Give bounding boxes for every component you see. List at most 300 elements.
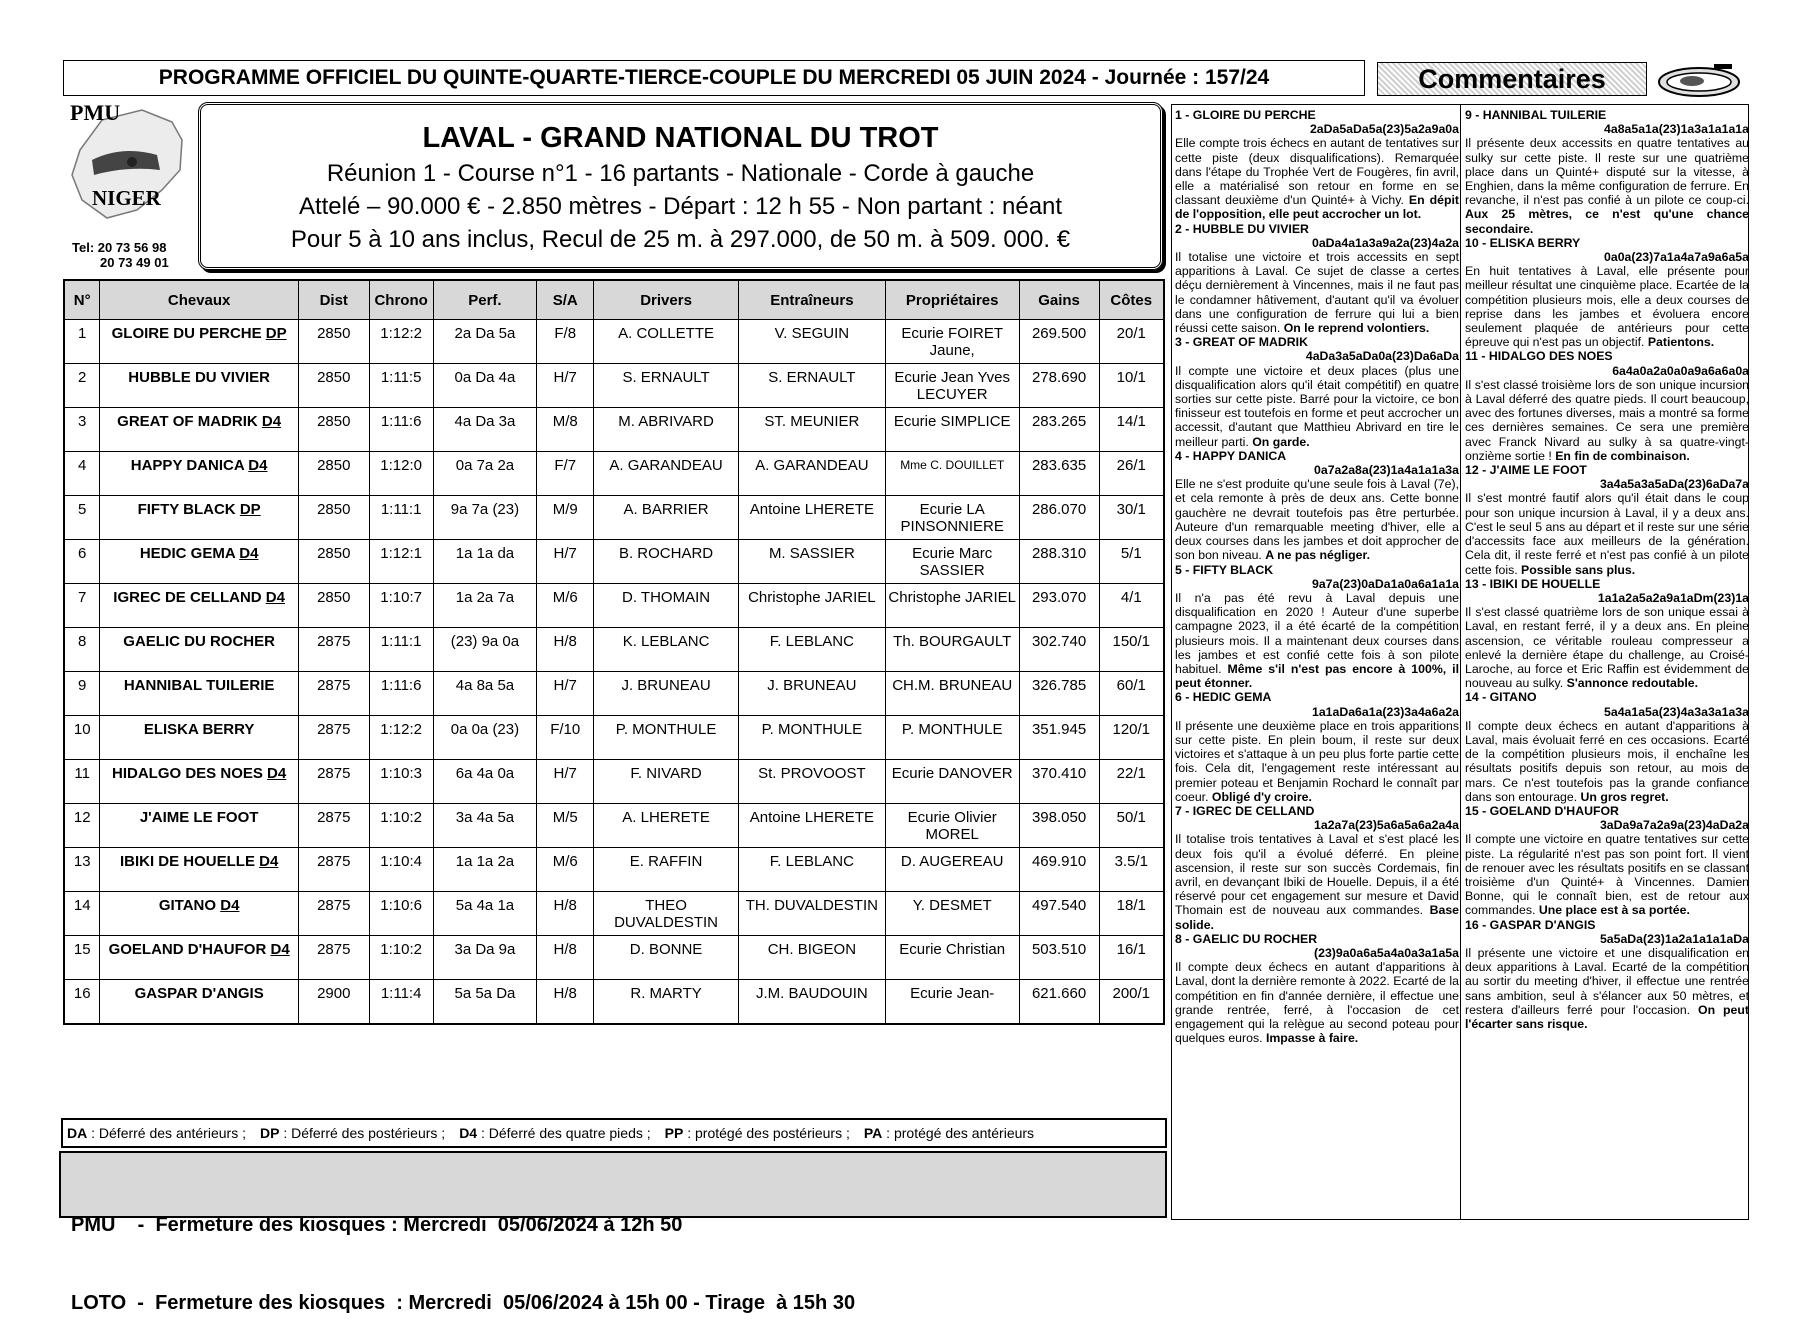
shoeing-flag: D4 <box>261 413 282 430</box>
comment-body: Il totalise trois tentatives à Laval et s'est placé les deux fois qu'il a évolué déferré. En pleine ascension, il reste sur son succès Cordemais, fin avril, en devançant Ibiki de Houelle. Depuis, il a été réservé pour cet engagement sur mesure et David Thomain est de nouveau aux commandes. <box>1175 832 1459 918</box>
comment-item <box>1465 108 1749 236</box>
comment-horse-title: 6 - HEDIC GEMA <box>1175 690 1272 705</box>
comment-item <box>1175 449 1459 563</box>
tel-line-2: 20 73 49 01 <box>100 255 169 270</box>
horse-name: GITANO <box>158 897 217 914</box>
comment-verdict: Obligé d'y croire. <box>1211 789 1312 804</box>
logo-text-pmu: PMU <box>70 100 121 125</box>
comment-horse-title: 15 - GOELAND D'HAUFOR <box>1465 803 1619 818</box>
cell-gains: 293.070 <box>1019 584 1099 628</box>
cell-distance: 2850 <box>298 584 369 628</box>
cell-chrono: 1:10:3 <box>369 760 433 804</box>
cell-driver: A. LHERETE <box>594 804 739 848</box>
horse-name: GAELIC DU ROCHER <box>123 633 275 650</box>
cell-gains: 398.050 <box>1019 804 1099 848</box>
comment-verdict: Une place est à sa portée. <box>1538 903 1690 918</box>
cell-performance: 4a 8a 5a <box>433 672 537 716</box>
cell-driver: P. MONTHULE <box>594 716 739 760</box>
cell-performance: 3a 4a 5a <box>433 804 537 848</box>
cell-horse <box>100 716 298 760</box>
horse-name: GOELAND D'HAUFOR <box>108 941 267 958</box>
cell-driver: A. GARANDEAU <box>594 452 739 496</box>
horse-name: J'AIME LE FOOT <box>139 809 259 826</box>
legend-code: PA <box>863 1125 883 1141</box>
race-line-3: Pour 5 à 10 ans inclus, Recul de 25 m. à 297.000, de 50 m. à 509. 000. € <box>290 226 1071 253</box>
comment-horse-title: 7 - IGREC DE CELLAND <box>1175 803 1315 818</box>
cell-odds: 3.5/1 <box>1099 848 1164 892</box>
cell-chrono: 1:12:2 <box>369 320 433 364</box>
cell-chrono: 1:12:1 <box>369 540 433 584</box>
comment-horse-title: 2 - HUBBLE DU VIVIER <box>1175 221 1309 236</box>
comment-form-code: 6a4a0a2a0a0a9a6a6a0a <box>1612 363 1749 378</box>
cell-chrono: 1:10:2 <box>369 804 433 848</box>
cell-owner: Ecurie Jean- <box>885 980 1019 1024</box>
table-row <box>64 408 1164 452</box>
comment-body: Il présente une victoire et une disqualification en deux apparitions à Laval. Ecarté de la compétition au sortir du meeting d'hiver, il effectue une rentrée sans ambition, seul à s'élancer aux 50 mètres, et restera d'ailleurs ferré pour l'occasion. <box>1465 945 1749 1017</box>
cell-chrono: 1:12:0 <box>369 452 433 496</box>
cell-driver: A. BARRIER <box>594 496 739 540</box>
cell-odds: 150/1 <box>1099 628 1164 672</box>
cell-chrono: 1:11:1 <box>369 496 433 540</box>
cell-horse <box>100 364 298 408</box>
pmu-niger-logo <box>62 100 190 250</box>
comment-item <box>1175 222 1459 336</box>
comment-verdict: On garde. <box>1252 434 1310 449</box>
comment-body: Il s'est classé troisième lors de son unique incursion à Laval déferré des quatre pieds. Il court beaucoup, avec des fortunes diverses, mais a montré sa forme ces dernières semaines. Ce sera une première avec Franck Nivard au sulky à sa quatre-vingt-onzième sortie ! <box>1465 377 1749 463</box>
comment-verdict: Patientons. <box>1647 335 1715 350</box>
cell-number: 5 <box>64 496 100 540</box>
legend <box>61 1118 1167 1148</box>
cell-trainer: CH. BIGEON <box>738 936 885 980</box>
comment-item <box>1465 577 1749 691</box>
comments-panel <box>1171 104 1749 1220</box>
cell-owner: Ecurie SIMPLICE <box>885 408 1019 452</box>
cell-number: 11 <box>64 760 100 804</box>
cell-performance: 0a Da 4a <box>433 364 537 408</box>
comment-text <box>1175 832 1459 931</box>
cell-horse <box>100 804 298 848</box>
table-row <box>64 496 1164 540</box>
comment-verdict: Base solide. <box>1175 903 1459 932</box>
cell-gains: 283.265 <box>1019 408 1099 452</box>
cell-sex-age: M/6 <box>537 848 594 892</box>
shoeing-flag: D4 <box>248 457 268 474</box>
comment-form-code: 5a4a1a5a(23)4a3a3a1a3a <box>1604 704 1749 719</box>
cell-distance: 2900 <box>298 980 369 1024</box>
race-line-2: Attelé – 90.000 € - 2.850 mètres - Départ : 12 h 55 - Non partant : néant <box>298 193 1063 220</box>
cell-number: 8 <box>64 628 100 672</box>
comment-text <box>1465 491 1749 576</box>
comment-text <box>1175 591 1459 690</box>
cell-sex-age: H/7 <box>537 672 594 716</box>
cell-owner: P. MONTHULE <box>885 716 1019 760</box>
comment-horse-title: 5 - FIFTY BLACK <box>1175 562 1274 577</box>
cell-chrono: 1:10:7 <box>369 584 433 628</box>
column-header: Entraîneurs <box>738 280 885 320</box>
table-row <box>64 848 1164 892</box>
cell-trainer: Christophe JARIEL <box>738 584 885 628</box>
cell-trainer: Antoine LHERETE <box>738 804 885 848</box>
cell-odds: 50/1 <box>1099 804 1164 848</box>
cell-chrono: 1:10:6 <box>369 892 433 936</box>
cell-performance: 5a 5a Da <box>433 980 537 1024</box>
legend-code: PP <box>664 1125 684 1141</box>
cell-chrono: 1:11:6 <box>369 672 433 716</box>
legend-item <box>864 1125 1034 1141</box>
comment-text <box>1465 264 1749 349</box>
table-row <box>64 716 1164 760</box>
cell-distance: 2850 <box>298 452 369 496</box>
cell-distance: 2875 <box>298 848 369 892</box>
cell-gains: 621.660 <box>1019 980 1099 1024</box>
cell-owner: D. AUGEREAU <box>885 848 1019 892</box>
cell-driver: K. LEBLANC <box>594 628 739 672</box>
cell-trainer: TH. DUVALDESTIN <box>738 892 885 936</box>
cell-trainer: J.M. BAUDOUIN <box>738 980 885 1024</box>
comment-verdict: Un gros regret. <box>1580 789 1669 804</box>
shoeing-flag: D4 <box>267 765 287 782</box>
comment-text <box>1175 136 1459 221</box>
horse-name: HIDALGO DES NOES <box>112 765 263 782</box>
cell-performance: 3a Da 9a <box>433 936 537 980</box>
comment-form-code: 4aDa3a5aDa0a(23)Da6aDa <box>1305 349 1459 364</box>
cell-driver: D. THOMAIN <box>594 584 739 628</box>
comment-form-code: 4a8a5a1a(23)1a3a1a1a1a <box>1604 122 1749 137</box>
cell-trainer: Antoine LHERETE <box>738 496 885 540</box>
cell-performance: 5a 4a 1a <box>433 892 537 936</box>
cell-gains: 302.740 <box>1019 628 1099 672</box>
cell-gains: 497.540 <box>1019 892 1099 936</box>
cell-number: 4 <box>64 452 100 496</box>
column-header: Perf. <box>433 280 537 320</box>
cell-sex-age: M/5 <box>537 804 594 848</box>
cell-number: 1 <box>64 320 100 364</box>
cell-trainer: J. BRUNEAU <box>738 672 885 716</box>
column-header: Drivers <box>594 280 739 320</box>
cell-number: 13 <box>64 848 100 892</box>
cell-sex-age: H/7 <box>537 364 594 408</box>
cell-horse <box>100 452 298 496</box>
cell-odds: 18/1 <box>1099 892 1164 936</box>
cell-trainer: F. LEBLANC <box>738 848 885 892</box>
cell-gains: 283.635 <box>1019 452 1099 496</box>
cell-number: 7 <box>64 584 100 628</box>
column-header: Gains <box>1019 280 1099 320</box>
cell-performance: 9a 7a (23) <box>433 496 537 540</box>
footer-line-pmu: PMU - Fermeture des kiosques : Mercredi 05/06/2024 à 12h 50 <box>71 1214 683 1236</box>
cell-gains: 370.410 <box>1019 760 1099 804</box>
table-body <box>64 320 1164 1024</box>
cell-trainer: ST. MEUNIER <box>738 408 885 452</box>
cell-horse <box>100 760 298 804</box>
cell-sex-age: H/8 <box>537 628 594 672</box>
legend-text: : protégé des postérieurs ; <box>683 1125 850 1141</box>
horse-name: GLOIRE DU PERCHE <box>111 325 262 342</box>
cell-gains: 469.910 <box>1019 848 1099 892</box>
table-row <box>64 452 1164 496</box>
horse-name: ELISKA BERRY <box>143 721 255 738</box>
comment-form-code: 9a7a(23)0aDa1a0a6a1a1a <box>1311 576 1459 591</box>
race-header <box>198 102 1163 270</box>
comment-text <box>1465 605 1749 690</box>
cell-number: 14 <box>64 892 100 936</box>
horse-name: HEDIC GEMA <box>139 545 236 562</box>
eye-logo-icon <box>1656 62 1742 98</box>
cell-horse <box>100 408 298 452</box>
comment-item <box>1465 236 1749 350</box>
column-header: Propriétaires <box>885 280 1019 320</box>
comment-item <box>1465 349 1749 463</box>
cell-owner: Ecurie DANOVER <box>885 760 1019 804</box>
comment-horse-title: 14 - GITANO <box>1465 690 1537 705</box>
legend-item <box>67 1125 246 1141</box>
cell-horse <box>100 892 298 936</box>
race-line-1: Réunion 1 - Course n°1 - 16 partants - Nationale - Corde à gauche <box>326 160 1035 187</box>
legend-item <box>665 1125 850 1141</box>
comment-verdict: A ne pas négliger. <box>1265 548 1371 563</box>
comment-text <box>1465 136 1749 235</box>
cell-distance: 2875 <box>298 628 369 672</box>
comment-verdict: Même s'il n'est pas encore à 100%, il peut étonner. <box>1175 661 1459 691</box>
cell-gains: 286.070 <box>1019 496 1099 540</box>
column-header: Chrono <box>369 280 433 320</box>
horse-name: GASPAR D'ANGIS <box>134 985 264 1002</box>
comment-form-code: 1a1aDa6a1a(23)3a4a6a2a <box>1311 704 1459 719</box>
cell-sex-age: F/10 <box>537 716 594 760</box>
comment-body: Il totalise une victoire et trois accessits en sept apparitions à Laval. Ce sujet de classe a certes déçu dernièrement à Vincennes, mais il ne faut pas le condamner hâtivement, d'autant qu'il va évoluer dans une configuration de ferrure qui lui a bien réussi cette saison. <box>1175 250 1459 336</box>
comment-horse-title: 8 - GAELIC DU ROCHER <box>1175 931 1318 946</box>
cell-odds: 10/1 <box>1099 364 1164 408</box>
cell-horse <box>100 936 298 980</box>
comment-horse-title: 10 - ELISKA BERRY <box>1465 235 1581 250</box>
cell-horse <box>100 848 298 892</box>
horse-name: HAPPY DANICA <box>130 457 245 474</box>
comment-horse-title: 12 - J'AIME LE FOOT <box>1465 463 1587 478</box>
cell-chrono: 1:11:5 <box>369 364 433 408</box>
table-row <box>64 980 1164 1024</box>
table-row <box>64 364 1164 408</box>
comment-body: Il s'est montré fautif alors qu'il était dans le coup pour son unique incursion à Laval, il y a deux ans. C'est le seul 5 ans au départ et il reste sur une série d'accessits face aux meilleurs de la génération. Cela dit, il reste ferré et n'est pas confié à un pilote cette fois. <box>1465 491 1749 577</box>
table-row <box>64 320 1164 364</box>
footer-line-loto: LOTO - Fermeture des kiosques : Mercredi 05/06/2024 à 15h 00 - Tirage à 15h 30 <box>71 1292 856 1314</box>
cell-chrono: 1:12:2 <box>369 716 433 760</box>
cell-owner: Y. DESMET <box>885 892 1019 936</box>
cell-owner: Ecurie Marc SASSIER <box>885 540 1019 584</box>
cell-distance: 2850 <box>298 408 369 452</box>
cell-gains: 351.945 <box>1019 716 1099 760</box>
comment-form-code: 1a1a2a5a2a9a1aDm(23)1a <box>1597 590 1749 605</box>
cell-driver: B. ROCHARD <box>594 540 739 584</box>
comment-verdict: On peut l'écarter sans risque. <box>1465 1002 1749 1031</box>
cell-owner: Th. BOURGAULT <box>885 628 1019 672</box>
cell-horse <box>100 980 298 1024</box>
comment-item <box>1465 463 1749 577</box>
cell-driver: F. NIVARD <box>594 760 739 804</box>
cell-owner: Mme C. DOUILLET <box>885 452 1019 496</box>
table-row <box>64 804 1164 848</box>
tel-line-1: Tel: 20 73 56 98 <box>72 240 167 255</box>
shoeing-flag: D4 <box>270 941 290 958</box>
comment-text <box>1175 719 1459 804</box>
comment-text <box>1465 946 1749 1031</box>
cell-owner: Ecurie LA PINSONNIERE <box>885 496 1019 540</box>
cell-performance: 1a 1a 2a <box>433 848 537 892</box>
legend-text: : Déferré des antérieurs ; <box>87 1125 246 1141</box>
cell-trainer: F. LEBLANC <box>738 628 885 672</box>
comment-form-code: 3a4a5a3a5aDa(23)6aDa7a <box>1599 477 1749 492</box>
table-row <box>64 540 1164 584</box>
column-header: Côtes <box>1099 280 1164 320</box>
comment-item <box>1175 563 1459 691</box>
cell-sex-age: F/7 <box>537 452 594 496</box>
cell-driver: R. MARTY <box>594 980 739 1024</box>
cell-horse <box>100 584 298 628</box>
table-row <box>64 892 1164 936</box>
cell-chrono: 1:11:6 <box>369 408 433 452</box>
cell-performance: 0a 0a (23) <box>433 716 537 760</box>
comment-text <box>1175 477 1459 562</box>
comment-verdict: Impasse à faire. <box>1265 1031 1359 1046</box>
comment-body: Il n'a pas été revu à Laval depuis une disqualification en 2020 ! Auteur d'une superbe campagne 2023, il a été écarté de la compétition plusieurs mois. Il a maintenant deux courses dans les jambes et est confié cette fois à son pilote habituel. <box>1175 590 1459 676</box>
comment-verdict: Aux 25 mètres, ce n'est qu'une chance secondaire. <box>1465 207 1749 236</box>
cell-trainer: A. GARANDEAU <box>738 452 885 496</box>
cell-owner: Ecurie Jean Yves LECUYER <box>885 364 1019 408</box>
comment-body: Elle compte trois échecs en autant de tentatives sur cette piste (deux disqualifications). Remarquée dans l'étape du Trophée Vert de Fougères, fin avril, elle a matérialisé son retour en forme en se classant deuxième d'un Quinté+ à Vichy. <box>1175 136 1459 208</box>
comment-verdict: S'annonce redoutable. <box>1566 676 1699 691</box>
comments-column-1 <box>1175 108 1459 1045</box>
legend-code: DA <box>67 1125 88 1141</box>
comment-item <box>1465 918 1749 1032</box>
kiosk-closing-info <box>59 1151 1167 1314</box>
cell-distance: 2875 <box>298 716 369 760</box>
horse-name: HANNIBAL TUILERIE <box>123 677 275 694</box>
cell-number: 3 <box>64 408 100 452</box>
comment-verdict: En fin de combinaison. <box>1555 448 1690 463</box>
cell-performance: 2a Da 5a <box>433 320 537 364</box>
cell-owner: Ecurie Christian <box>885 936 1019 980</box>
comments-title: Commentaires <box>1377 62 1647 96</box>
comment-item <box>1175 690 1459 804</box>
cell-odds: 14/1 <box>1099 408 1164 452</box>
table-row <box>64 936 1164 980</box>
cell-distance: 2875 <box>298 804 369 848</box>
cell-driver: S. ERNAULT <box>594 364 739 408</box>
cell-trainer: S. ERNAULT <box>738 364 885 408</box>
table-row <box>64 672 1164 716</box>
cell-owner: Christophe JARIEL <box>885 584 1019 628</box>
cell-odds: 60/1 <box>1099 672 1164 716</box>
cell-odds: 4/1 <box>1099 584 1164 628</box>
comment-horse-title: 9 - HANNIBAL TUILERIE <box>1465 108 1607 122</box>
logo-text-niger: NIGER <box>92 186 161 210</box>
cell-distance: 2875 <box>298 760 369 804</box>
cell-sex-age: H/8 <box>537 936 594 980</box>
shoeing-flag: DP <box>239 501 261 518</box>
table-row <box>64 760 1164 804</box>
cell-gains: 503.510 <box>1019 936 1099 980</box>
cell-number: 9 <box>64 672 100 716</box>
comment-body: Il compte deux échecs en autant d'apparitions à Laval, mais évoluait ferré en ces occasions. Ecarté de la compétition plusieurs mois, il enchaîne les résultats positifs depuis son retour, au mois de mars. Ce n'est toutefois pas la grande confiance dans son entourage. <box>1465 718 1749 804</box>
legend-text: : Déferré des postérieurs ; <box>279 1125 446 1141</box>
comment-body: Il compte une victoire en quatre tentatives sur cette piste. La régularité n'est pas son point fort. Il vient de renouer avec les résultats positifs en se classant troisième d'un Quinté+ à Vincennes. Damien Bonne, qui le connaît bien, est de retour aux commandes. <box>1465 832 1749 918</box>
cell-driver: D. BONNE <box>594 936 739 980</box>
cell-distance: 2875 <box>298 936 369 980</box>
comment-text <box>1465 719 1749 804</box>
race-title: LAVAL - GRAND NATIONAL DU TROT <box>422 122 939 154</box>
comment-verdict: En dépit de l'opposition, elle peut accrocher un lot. <box>1175 193 1459 222</box>
comment-form-code: 1a2a7a(23)5a6a5a6a2a4a <box>1314 818 1459 833</box>
cell-distance: 2875 <box>298 672 369 716</box>
cell-sex-age: M/6 <box>537 584 594 628</box>
shoeing-flag: DP <box>265 325 287 342</box>
cell-horse <box>100 540 298 584</box>
legend-code: D4 <box>459 1125 478 1141</box>
cell-trainer: V. SEGUIN <box>738 320 885 364</box>
comment-item <box>1175 108 1459 222</box>
table-row <box>64 628 1164 672</box>
cell-distance: 2850 <box>298 320 369 364</box>
cell-owner: CH.M. BRUNEAU <box>885 672 1019 716</box>
cell-odds: 120/1 <box>1099 716 1164 760</box>
runners-table <box>63 279 1165 1025</box>
cell-sex-age: H/7 <box>537 540 594 584</box>
cell-horse <box>100 672 298 716</box>
cell-distance: 2850 <box>298 364 369 408</box>
cell-trainer: St. PROVOOST <box>738 760 885 804</box>
legend-text: : protégé des antérieurs <box>882 1125 1035 1141</box>
cell-odds: 16/1 <box>1099 936 1164 980</box>
legend-code: DP <box>259 1125 280 1141</box>
comment-text <box>1175 960 1459 1045</box>
cell-owner: Ecurie FOIRET Jaune, <box>885 320 1019 364</box>
comment-horse-title: 3 - GREAT OF MADRIK <box>1175 335 1308 350</box>
comment-text <box>1175 364 1459 449</box>
comment-horse-title: 16 - GASPAR D'ANGIS <box>1465 917 1596 932</box>
legend-item <box>459 1125 650 1141</box>
cell-performance: 6a 4a 0a <box>433 760 537 804</box>
cell-gains: 269.500 <box>1019 320 1099 364</box>
comment-form-code: 5a5aDa(23)1a2a1a1a1aDa <box>1599 931 1749 946</box>
comment-body: Il présente deux accessits en quatre tentatives au sulky sur cette piste. Il reste sur une quatrième place dans un Quinté+ disputé sur la vitesse, à Enghien, dans la même configuration de ferrure. En revanche, il n'est pas confié à un pilote ce coup-ci. <box>1465 136 1749 208</box>
table-row <box>64 584 1164 628</box>
horse-name: IGREC DE CELLAND <box>113 589 262 606</box>
comment-horse-title: 1 - GLOIRE DU PERCHE <box>1175 108 1316 122</box>
cell-sex-age: M/8 <box>537 408 594 452</box>
cell-sex-age: H/8 <box>537 980 594 1024</box>
cell-horse <box>100 320 298 364</box>
comment-item <box>1175 932 1459 1046</box>
column-divider <box>1460 105 1461 1219</box>
horse-name: FIFTY BLACK <box>137 501 236 518</box>
comment-form-code: 2aDa5aDa5a(23)5a2a9a0a <box>1309 122 1459 137</box>
shoeing-flag: D4 <box>239 545 259 562</box>
column-header: Dist <box>298 280 369 320</box>
cell-driver: E. RAFFIN <box>594 848 739 892</box>
comment-body: Il présente une deuxième place en trois apparitions sur cette piste. En plein boum, il reste sur deux victoires et s'attaque à un peu plus forte partie cette fois. Cela dit, l'engagement reste intéressant au premier poteau et Benjamin Rochard le connaît par coeur. <box>1175 718 1459 804</box>
column-header: S/A <box>537 280 594 320</box>
shoeing-flag: D4 <box>265 589 285 606</box>
cell-number: 2 <box>64 364 100 408</box>
cell-number: 12 <box>64 804 100 848</box>
cell-odds: 200/1 <box>1099 980 1164 1024</box>
cell-odds: 30/1 <box>1099 496 1164 540</box>
comment-form-code: 0a7a2a8a(23)1a4a1a1a3a <box>1314 463 1459 478</box>
cell-sex-age: F/8 <box>537 320 594 364</box>
cell-sex-age: M/9 <box>537 496 594 540</box>
cell-odds: 20/1 <box>1099 320 1164 364</box>
comment-body: En huit tentatives à Laval, elle présente pour meilleur résultat une cinquième place. Ecartée de la compétition plusieurs mois, elle a deux courses de reprise dans les jambes et évoluera encore seulement plaquée de antérieurs pour cette épreuve qui n'est pas un objectif. <box>1465 264 1749 350</box>
comment-text <box>1175 250 1459 335</box>
